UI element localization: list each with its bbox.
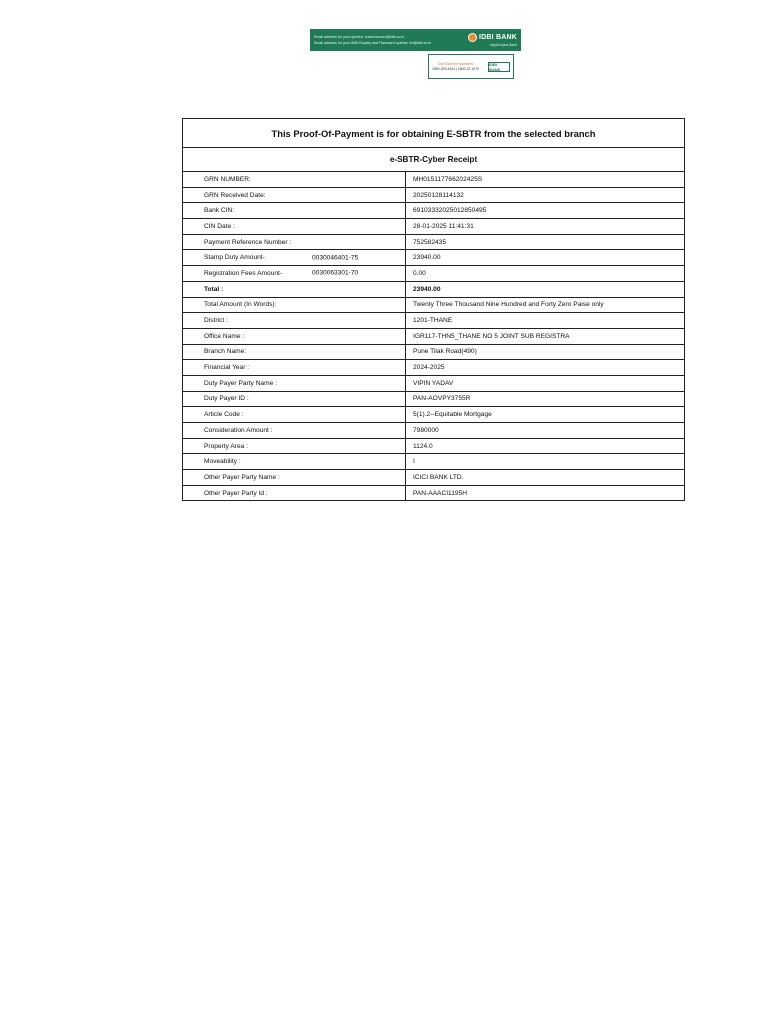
row-value: 7980000 <box>406 423 685 439</box>
row-value: 1201-THANE <box>406 313 685 329</box>
row-value: 69103332025012850495 <box>406 203 685 219</box>
row-account-code: 0030063301-70 <box>312 269 359 277</box>
row-label-cell <box>183 250 406 266</box>
table-row <box>183 470 684 486</box>
row-label-cell <box>183 203 406 219</box>
row-label: Total Amount (In Words): <box>204 301 277 309</box>
helpline-numbers: 1800-209-4324 | 1800-22-1070 <box>432 67 479 71</box>
row-label-cell <box>183 407 406 423</box>
row-label-cell <box>183 485 406 500</box>
row-value: I <box>406 454 685 470</box>
receipt-table <box>182 118 685 501</box>
row-label: Stamp Duty Amount- <box>204 254 265 262</box>
row-label: Duty Payer ID : <box>204 395 249 403</box>
row-label-cell <box>183 234 406 250</box>
row-label: Total : <box>204 285 224 293</box>
row-label-cell <box>183 344 406 360</box>
banner-email-line: Email address for your queries: customercare@idbi.co.in <box>314 35 405 39</box>
helpline-title: Our Toll-free Numbers <box>437 62 474 66</box>
row-label-cell <box>183 360 406 376</box>
row-label: Property Area : <box>204 442 248 450</box>
bank-logo-text: IDBI BANK <box>479 34 517 41</box>
row-label-cell <box>183 454 406 470</box>
row-label: Other Payer Party Name : <box>204 473 280 481</box>
row-label: Financial Year : <box>204 364 250 372</box>
row-label-cell <box>183 281 406 297</box>
row-label-cell <box>183 375 406 391</box>
row-value: VIPIN YADAV <box>406 375 685 391</box>
bank-tagline: Aapka Apna Bank <box>490 43 517 47</box>
row-label-cell <box>183 328 406 344</box>
row-label-cell <box>183 313 406 329</box>
table-row <box>183 485 684 500</box>
row-label: Registration Fees Amount- <box>204 269 283 277</box>
row-value: 28-01-2025 11:41:31 <box>406 219 685 235</box>
row-label-cell <box>183 219 406 235</box>
row-label-cell <box>183 423 406 439</box>
row-value: 2024-2025 <box>406 360 685 376</box>
row-label: Payment Reference Number : <box>204 238 292 246</box>
helpline-box <box>428 54 514 79</box>
table-row <box>183 438 684 454</box>
row-label-cell <box>183 297 406 313</box>
table-row <box>183 250 684 266</box>
row-label-cell <box>183 266 406 282</box>
receipt-subheading: e-SBTR-Cyber Receipt <box>183 148 684 172</box>
row-value: 1124.0 <box>406 438 685 454</box>
row-value: ICICI BANK LTD. <box>406 470 685 486</box>
table-row <box>183 281 684 297</box>
row-label-cell <box>183 187 406 203</box>
row-label: Other Payer Party Id : <box>204 489 268 497</box>
row-value: 752582435 <box>406 234 685 250</box>
bank-logo <box>468 33 517 47</box>
row-value: PAN-AOVPY3755R <box>406 391 685 407</box>
row-value: Pune Tilak Road(490) <box>406 344 685 360</box>
row-value: Twenty Three Thousand Nine Hundred and Forty Zero Paise only <box>406 297 685 313</box>
receipt-rows <box>183 172 684 500</box>
row-label-cell <box>183 438 406 454</box>
table-row <box>183 375 684 391</box>
row-value: 23940.00 <box>406 281 685 297</box>
receipt-heading: This Proof-Of-Payment is for obtaining E-SBTR from the selected branch <box>183 119 684 148</box>
row-label: Moveability : <box>204 458 241 466</box>
row-account-code: 0030046401-75 <box>312 254 359 262</box>
row-label: GRN NUMBER: <box>204 175 251 183</box>
helpline-logo: IDBI BANK <box>488 62 510 72</box>
table-row <box>183 454 684 470</box>
table-row <box>183 360 684 376</box>
bank-logo-icon <box>468 33 477 42</box>
row-value: 20250128114132 <box>406 187 685 203</box>
table-row <box>183 423 684 439</box>
table-row <box>183 344 684 360</box>
table-row <box>183 407 684 423</box>
table-row <box>183 266 684 282</box>
table-row <box>183 391 684 407</box>
row-label-cell <box>183 391 406 407</box>
row-label: Consideration Amount : <box>204 426 273 434</box>
row-label: CIN Date : <box>204 222 235 230</box>
row-label-cell <box>183 470 406 486</box>
row-value: PAN-AAACI1195H <box>406 485 685 500</box>
table-row <box>183 219 684 235</box>
row-label: Duty Payer Party Name : <box>204 379 277 387</box>
table-row <box>183 328 684 344</box>
table-row <box>183 313 684 329</box>
banner-email-line-2: Email address for your IDBI Royalty and Flashcard queries: irh@idbi.co.in <box>314 40 432 45</box>
row-value: 23940.00 <box>406 250 685 266</box>
row-label: GRN Received Date: <box>204 191 266 199</box>
row-label-cell <box>183 172 406 187</box>
row-label: Article Code : <box>204 411 244 419</box>
row-value: MH015117766202425S <box>413 175 483 183</box>
bank-banner <box>310 29 521 51</box>
row-value: 5(1).2--Equitable Mortgage <box>406 407 685 423</box>
row-label: Bank CIN: <box>204 207 235 215</box>
row-label: Office Name : <box>204 332 245 340</box>
row-value: IGR117-THN5_THANE NO 5 JOINT SUB REGISTRA <box>406 328 685 344</box>
table-row <box>183 297 684 313</box>
table-row <box>183 172 684 187</box>
table-row <box>183 203 684 219</box>
banner-contact-lines <box>314 35 431 45</box>
row-value: 0.00 <box>406 266 685 282</box>
row-label: Branch Name: <box>204 348 247 356</box>
table-row <box>183 187 684 203</box>
row-label: District : <box>204 317 228 325</box>
table-row <box>183 234 684 250</box>
